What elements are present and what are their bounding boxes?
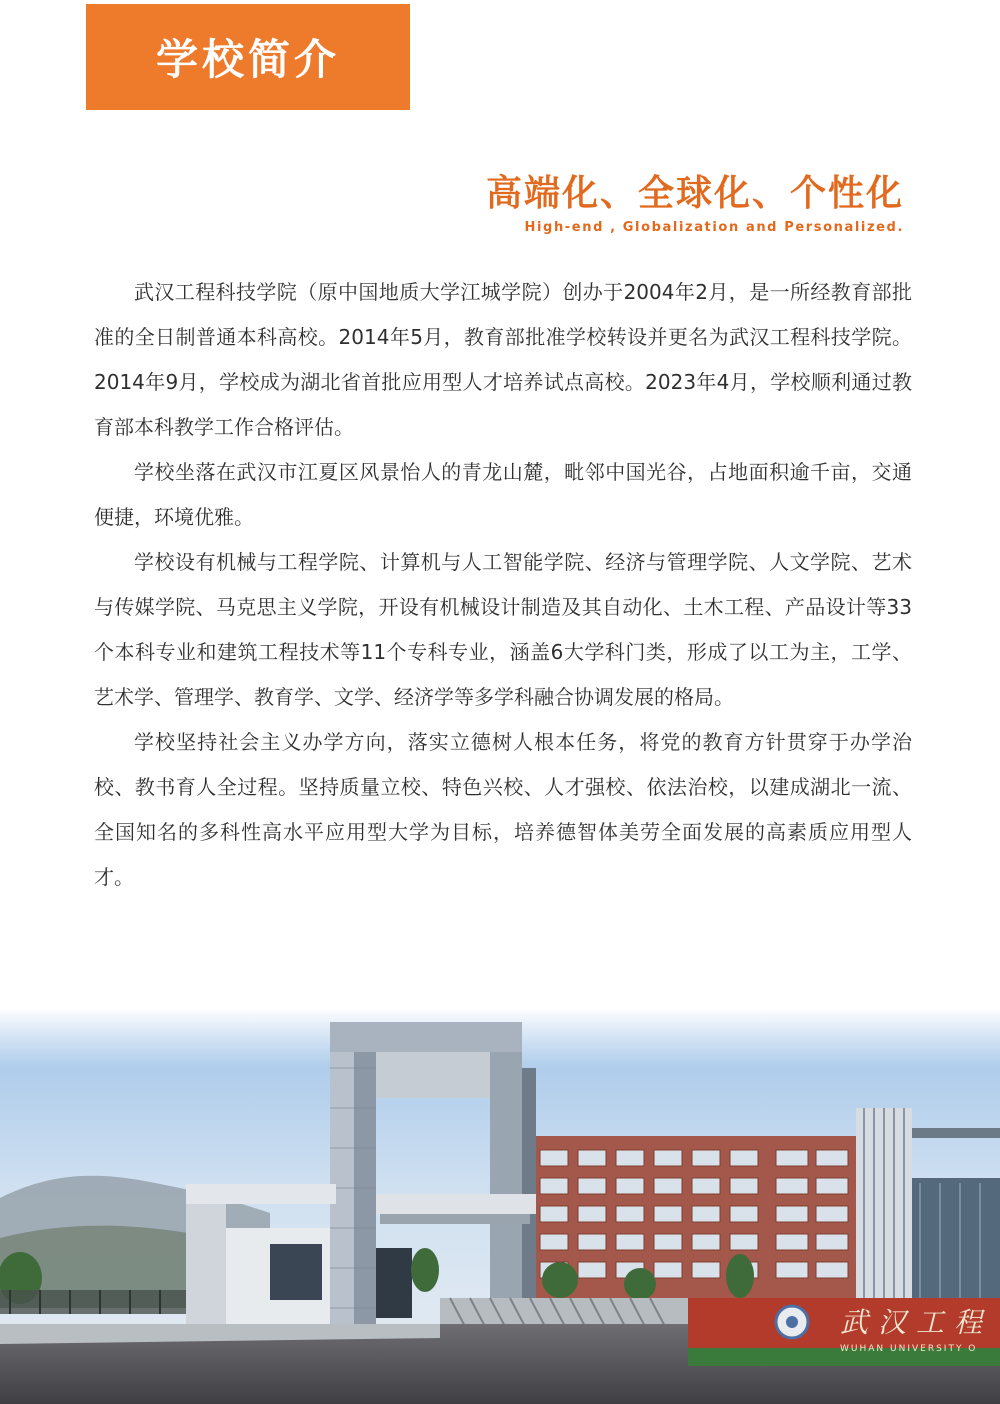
paragraph-history: 武汉工程科技学院（原中国地质大学江城学院）创办于2004年2月，是一所经教育部批准的全日制普通本科高校。2014年5月，教育部批准学校转设并更名为武汉工程科技学院。2014年9月，学校成为湖北省首批应用型人才培养试点高校。2023年4月，学校顺利通过教育部本科教学工作合格评估。 <box>94 280 912 439</box>
campus-photo <box>0 1008 1000 1404</box>
slogan-english: High-end , Globalization and Personalized. <box>524 220 904 235</box>
paragraph-location: 学校坐落在武汉市江夏区风景怡人的青龙山麓，毗邻中国光谷，占地面积逾千亩，交通便捷，环境优雅。 <box>94 460 912 529</box>
slogan-chinese: 高端化、全球化、个性化 <box>485 173 904 214</box>
paragraph-mission: 学校坚持社会主义办学方向，落实立德树人根本任务，将党的教育方针贯穿于办学治校、教书育人全过程。坚持质量立校、特色兴校、人才强校、依法治校，以建成湖北一流、全国知名的多科性高水平应用型大学为目标，培养德智体美劳全面发展的高素质应用型人才。 <box>94 730 912 889</box>
slogan <box>486 172 904 235</box>
intro-text <box>94 270 912 900</box>
section-header <box>86 4 410 110</box>
page-title: 学校简介 <box>155 35 340 84</box>
sign-chinese: 武汉工程 <box>840 1306 993 1339</box>
sign-english: WUHAN UNIVERSITY O <box>840 1344 978 1354</box>
paragraph-schools: 学校设有机械与工程学院、计算机与人工智能学院、经济与管理学院、人文学院、艺术与传媒学院、马克思主义学院，开设有机械设计制造及其自动化、土木工程、产品设计等33个本科专业和建筑工程技术等11个专科专业，涵盖6大学科门类，形成了以工为主，工学、艺术学、管理学、教育学、文学、经济学等多学科融合协调发展的格局。 <box>94 550 912 709</box>
